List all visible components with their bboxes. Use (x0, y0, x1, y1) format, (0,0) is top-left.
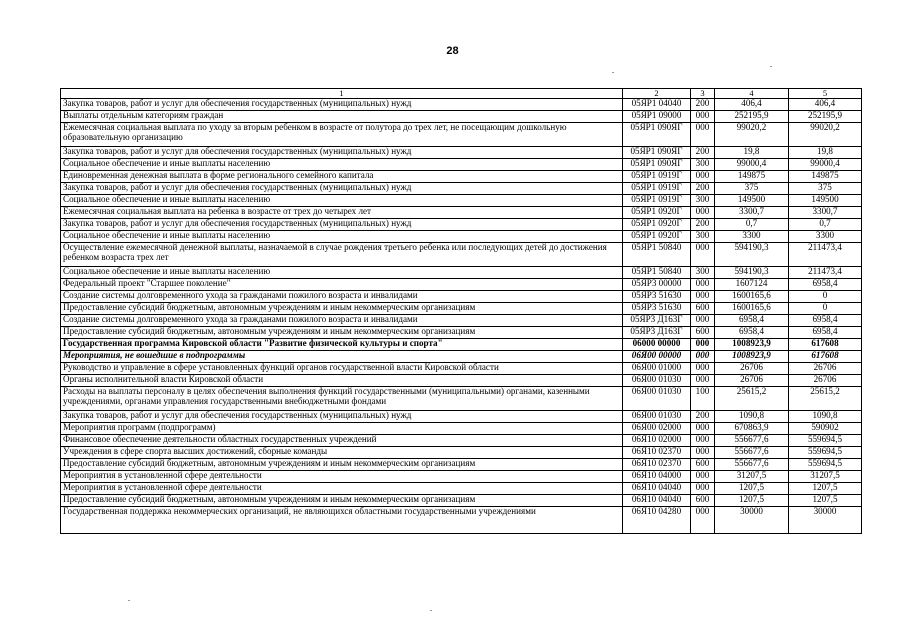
row-type-cell: 000 (691, 243, 715, 267)
row-value-2024-cell: 556677,6 (715, 447, 789, 459)
row-value-2025-cell: 559694,5 (789, 447, 862, 459)
row-type-cell: 000 (691, 447, 715, 459)
table-row (61, 387, 862, 411)
row-type-cell: 300 (691, 231, 715, 243)
table-row (61, 267, 862, 279)
row-value-2024-cell: 149875 (715, 171, 789, 183)
row-code-cell: 06Я10 04040 (623, 495, 691, 507)
row-name-cell: Создание системы долговременного ухода за гражданами пожилого возраста и инвалидами (61, 291, 623, 303)
row-value-2025-cell: 6958,4 (789, 315, 862, 327)
row-name-cell: Социальное обеспечение и иные выплаты населению (61, 195, 623, 207)
row-type-cell: 000 (691, 111, 715, 123)
table-row (61, 423, 862, 435)
table-body (61, 99, 862, 534)
table-row (61, 291, 862, 303)
column-header: 5 (789, 89, 862, 99)
column-header: 2 (623, 89, 691, 99)
row-name-cell: Расходы на выплаты персоналу в целях обеспечения выполнения функций государственными (муниципальными) органами, казенными учреждениями, органами управления государственными внебюджетными фондами (61, 387, 623, 411)
row-value-2025-cell: 1207,5 (789, 495, 862, 507)
row-code-cell: 06Я10 04280 (623, 507, 691, 534)
row-type-cell: 000 (691, 291, 715, 303)
table-row (61, 279, 862, 291)
table-row (61, 435, 862, 447)
row-name-cell: Закупка товаров, работ и услуг для обеспечения государственных (муниципальных) нужд (61, 411, 623, 423)
row-type-cell: 000 (691, 207, 715, 219)
row-code-cell: 06000 00000 (623, 339, 691, 351)
table-row (61, 99, 862, 111)
row-value-2024-cell: 594190,3 (715, 243, 789, 267)
row-name-cell: Единовременная денежная выплата в форме регионального семейного капитала (61, 171, 623, 183)
row-value-2025-cell: 19,8 (789, 147, 862, 159)
row-type-cell: 000 (691, 351, 715, 363)
row-value-2024-cell: 1008923,9 (715, 339, 789, 351)
row-name-cell: Социальное обеспечение и иные выплаты населению (61, 267, 623, 279)
row-value-2025-cell: 3300,7 (789, 207, 862, 219)
row-name-cell: Предоставление субсидий бюджетным, автономным учреждениям и иным некоммерческим организациям (61, 327, 623, 339)
row-value-2025-cell: 149500 (789, 195, 862, 207)
row-value-2025-cell: 590902 (789, 423, 862, 435)
row-code-cell: 06Я00 01030 (623, 375, 691, 387)
table-row (61, 147, 862, 159)
row-type-cell: 600 (691, 327, 715, 339)
table-row (61, 123, 862, 147)
row-type-cell: 000 (691, 339, 715, 351)
row-code-cell: 05ЯР1 0919Г (623, 183, 691, 195)
row-value-2025-cell: 31207,5 (789, 471, 862, 483)
table-row (61, 447, 862, 459)
row-name-cell: Предоставление субсидий бюджетным, автономным учреждениям и иным некоммерческим организациям (61, 303, 623, 315)
row-type-cell: 600 (691, 303, 715, 315)
row-type-cell: 000 (691, 375, 715, 387)
row-type-cell: 000 (691, 507, 715, 534)
page-number: 28 (446, 45, 459, 57)
row-name-cell: Предоставление субсидий бюджетным, автономным учреждениям и иным некоммерческим организациям (61, 459, 623, 471)
row-code-cell: 06Я10 04000 (623, 471, 691, 483)
row-name-cell: Органы исполнительной власти Кировской области (61, 375, 623, 387)
row-name-cell: Закупка товаров, работ и услуг для обеспечения государственных (муниципальных) нужд (61, 99, 623, 111)
row-value-2024-cell: 670863,9 (715, 423, 789, 435)
table-row (61, 459, 862, 471)
row-type-cell: 300 (691, 159, 715, 171)
row-value-2024-cell: 31207,5 (715, 471, 789, 483)
table-row (61, 483, 862, 495)
row-name-cell: Учреждения в сфере спорта высших достижений, сборные команды (61, 447, 623, 459)
row-code-cell: 06Я10 02370 (623, 447, 691, 459)
row-value-2024-cell: 594190,3 (715, 267, 789, 279)
table-row (61, 111, 862, 123)
row-value-2025-cell: 0 (789, 291, 862, 303)
row-name-cell: Социальное обеспечение и иные выплаты населению (61, 231, 623, 243)
row-name-cell: Мероприятия в установленной сфере деятельности (61, 471, 623, 483)
row-value-2024-cell: 6958,4 (715, 315, 789, 327)
row-value-2024-cell: 406,4 (715, 99, 789, 111)
row-code-cell: 05ЯР1 090ЯГ (623, 123, 691, 147)
row-value-2025-cell: 26706 (789, 363, 862, 375)
row-type-cell: 600 (691, 459, 715, 471)
row-value-2024-cell: 556677,6 (715, 435, 789, 447)
row-value-2025-cell: 0,7 (789, 219, 862, 231)
row-value-2024-cell: 1600165,6 (715, 303, 789, 315)
row-value-2025-cell: 99020,2 (789, 123, 862, 147)
scan-speck (430, 610, 432, 611)
row-code-cell: 06Я00 02000 (623, 423, 691, 435)
row-value-2024-cell: 26706 (715, 363, 789, 375)
row-code-cell: 05ЯР1 09000 (623, 111, 691, 123)
row-type-cell: 000 (691, 171, 715, 183)
table-row (61, 471, 862, 483)
row-value-2024-cell: 19,8 (715, 147, 789, 159)
row-value-2024-cell: 1207,5 (715, 483, 789, 495)
row-value-2025-cell: 559694,5 (789, 435, 862, 447)
row-type-cell: 000 (691, 279, 715, 291)
row-value-2025-cell: 1207,5 (789, 483, 862, 495)
table-row (61, 507, 862, 534)
budget-table (60, 88, 862, 534)
table-row (61, 375, 862, 387)
row-type-cell: 000 (691, 435, 715, 447)
row-type-cell: 200 (691, 411, 715, 423)
row-type-cell: 000 (691, 363, 715, 375)
row-type-cell: 000 (691, 471, 715, 483)
row-value-2025-cell: 149875 (789, 171, 862, 183)
row-code-cell: 05ЯР1 04040 (623, 99, 691, 111)
row-value-2024-cell: 252195,9 (715, 111, 789, 123)
row-value-2024-cell: 375 (715, 183, 789, 195)
row-type-cell: 000 (691, 423, 715, 435)
row-name-cell: Осуществление ежемесячной денежной выплаты, назначаемой в случае рождения третьего ребенка или последующих детей до достижения ребенком возраста трех лет (61, 243, 623, 267)
scan-speck (612, 72, 614, 73)
scan-speck (770, 66, 772, 67)
row-code-cell: 06Я00 01000 (623, 363, 691, 375)
table-row (61, 363, 862, 375)
row-type-cell: 000 (691, 315, 715, 327)
row-value-2025-cell: 375 (789, 183, 862, 195)
row-code-cell: 05ЯР1 0920Г (623, 231, 691, 243)
table-row (61, 411, 862, 423)
row-name-cell: Руководство и управление в сфере установленных функций органов государственной власти Кировской области (61, 363, 623, 375)
table-row (61, 243, 862, 267)
row-name-cell: Закупка товаров, работ и услуг для обеспечения государственных (муниципальных) нужд (61, 183, 623, 195)
row-value-2025-cell: 211473,4 (789, 267, 862, 279)
row-value-2025-cell: 617608 (789, 339, 862, 351)
row-value-2024-cell: 30000 (715, 507, 789, 534)
row-type-cell: 000 (691, 483, 715, 495)
row-value-2025-cell: 252195,9 (789, 111, 862, 123)
row-code-cell: 05ЯР3 00000 (623, 279, 691, 291)
row-value-2025-cell: 26706 (789, 375, 862, 387)
table-row (61, 183, 862, 195)
row-value-2024-cell: 0,7 (715, 219, 789, 231)
table-row (61, 351, 862, 363)
table-row (61, 171, 862, 183)
row-value-2024-cell: 149500 (715, 195, 789, 207)
row-value-2024-cell: 26706 (715, 375, 789, 387)
row-value-2025-cell: 1090,8 (789, 411, 862, 423)
row-name-cell: Государственная поддержка некоммерческих организаций, не являющихся областными государственными учреждениями (61, 507, 623, 534)
row-value-2024-cell: 1607124 (715, 279, 789, 291)
row-code-cell: 05ЯР3 51630 (623, 291, 691, 303)
table-row (61, 219, 862, 231)
row-code-cell: 06Я10 02000 (623, 435, 691, 447)
row-name-cell: Федеральный проект "Старшее поколение" (61, 279, 623, 291)
row-code-cell: 05ЯР1 0920Г (623, 219, 691, 231)
row-type-cell: 200 (691, 147, 715, 159)
row-type-cell: 600 (691, 495, 715, 507)
row-code-cell: 05ЯР3 Д163Г (623, 327, 691, 339)
row-value-2025-cell: 559694,5 (789, 459, 862, 471)
row-type-cell: 200 (691, 183, 715, 195)
row-code-cell: 06Я10 02370 (623, 459, 691, 471)
row-value-2024-cell: 25615,2 (715, 387, 789, 411)
table-row (61, 195, 862, 207)
row-value-2024-cell: 1207,5 (715, 495, 789, 507)
row-type-cell: 100 (691, 387, 715, 411)
row-name-cell: Закупка товаров, работ и услуг для обеспечения государственных (муниципальных) нужд (61, 147, 623, 159)
table-row (61, 231, 862, 243)
scan-speck (128, 600, 130, 601)
row-name-cell: Выплаты отдельным категориям граждан (61, 111, 623, 123)
row-value-2024-cell: 556677,6 (715, 459, 789, 471)
row-code-cell: 06Я00 01030 (623, 387, 691, 411)
row-value-2024-cell: 1008923,9 (715, 351, 789, 363)
row-code-cell: 05ЯР1 50840 (623, 243, 691, 267)
row-value-2024-cell: 3300 (715, 231, 789, 243)
row-code-cell: 05ЯР1 0920Г (623, 207, 691, 219)
row-name-cell: Ежемесячная социальная выплата по уходу за вторым ребенком в возрасте от полутора до трех лет, не посещающим дошкольную образовательную организацию (61, 123, 623, 147)
row-type-cell: 300 (691, 267, 715, 279)
row-code-cell: 06Я10 04040 (623, 483, 691, 495)
row-type-cell: 000 (691, 123, 715, 147)
row-value-2025-cell: 406,4 (789, 99, 862, 111)
row-name-cell: Создание системы долговременного ухода за гражданами пожилого возраста и инвалидами (61, 315, 623, 327)
column-header: 4 (715, 89, 789, 99)
table-row (61, 303, 862, 315)
table-row (61, 339, 862, 351)
row-name-cell: Мероприятия программ (подпрограмм) (61, 423, 623, 435)
row-code-cell: 05ЯР3 51630 (623, 303, 691, 315)
row-value-2024-cell: 3300,7 (715, 207, 789, 219)
row-type-cell: 200 (691, 99, 715, 111)
row-value-2025-cell: 211473,4 (789, 243, 862, 267)
row-name-cell: Государственная программа Кировской области "Развитие физической культуры и спорта" (61, 339, 623, 351)
row-name-cell: Закупка товаров, работ и услуг для обеспечения государственных (муниципальных) нужд (61, 219, 623, 231)
column-header: 1 (61, 89, 623, 99)
row-value-2025-cell: 3300 (789, 231, 862, 243)
table-row (61, 327, 862, 339)
row-code-cell: 05ЯР1 0919Г (623, 195, 691, 207)
row-value-2024-cell: 99000,4 (715, 159, 789, 171)
row-name-cell: Мероприятия в установленной сфере деятельности (61, 483, 623, 495)
table-row (61, 207, 862, 219)
row-value-2024-cell: 6958,4 (715, 327, 789, 339)
table-row (61, 315, 862, 327)
row-value-2024-cell: 1600165,6 (715, 291, 789, 303)
row-name-cell: Финансовое обеспечение деятельности областных государственных учреждений (61, 435, 623, 447)
row-value-2025-cell: 30000 (789, 507, 862, 534)
row-value-2025-cell: 617608 (789, 351, 862, 363)
row-code-cell: 05ЯР1 50840 (623, 267, 691, 279)
row-code-cell: 05ЯР1 090ЯГ (623, 147, 691, 159)
row-value-2025-cell: 99000,4 (789, 159, 862, 171)
row-type-cell: 200 (691, 219, 715, 231)
row-value-2025-cell: 6958,4 (789, 279, 862, 291)
table-header-row (61, 89, 862, 99)
row-code-cell: 05ЯР3 Д163Г (623, 315, 691, 327)
row-value-2025-cell: 6958,4 (789, 327, 862, 339)
row-code-cell: 06Я00 01030 (623, 411, 691, 423)
row-name-cell: Ежемесячная социальная выплата на ребенка в возрасте от трех до четырех лет (61, 207, 623, 219)
row-type-cell: 300 (691, 195, 715, 207)
column-header: 3 (691, 89, 715, 99)
table-row (61, 159, 862, 171)
row-value-2025-cell: 0 (789, 303, 862, 315)
row-value-2024-cell: 99020,2 (715, 123, 789, 147)
table-row (61, 495, 862, 507)
row-name-cell: Социальное обеспечение и иные выплаты населению (61, 159, 623, 171)
row-code-cell: 06Я00 00000 (623, 351, 691, 363)
row-value-2024-cell: 1090,8 (715, 411, 789, 423)
row-code-cell: 05ЯР1 090ЯГ (623, 159, 691, 171)
row-name-cell: Мероприятия, не вошедшие в подпрограммы (61, 351, 623, 363)
row-code-cell: 05ЯР1 0919Г (623, 171, 691, 183)
row-value-2025-cell: 25615,2 (789, 387, 862, 411)
row-name-cell: Предоставление субсидий бюджетным, автономным учреждениям и иным некоммерческим организациям (61, 495, 623, 507)
